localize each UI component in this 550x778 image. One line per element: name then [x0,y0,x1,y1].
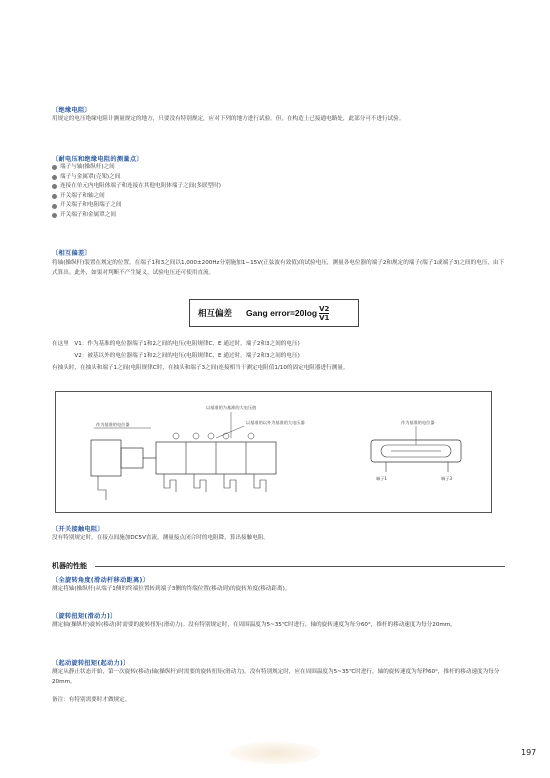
page-number: 197 [521,748,537,757]
list-item: 连接在单元内电阻体端子和连接在其他电阻体端子之间(多联型时) [52,182,221,192]
diagram-svg [56,392,491,512]
gang-measurement-diagram [55,391,492,513]
list-item: 端子与金属罩(壳架)之间 [52,173,221,183]
diagram-label-other: 以基准的以外为基准的大电压器 [246,420,305,425]
bullet-icon [52,165,57,170]
formula-label: 相互偏差 [198,309,233,319]
bullet-icon [52,194,57,199]
measure-points-heading: 〔耐电压和绝缘电阻的测量点〕 [52,156,143,163]
rotation-angle-heading: 〔全旋转角度(滑动杆移动距离)〕 [52,577,150,584]
formula-numerator: V2 [319,304,330,313]
list-item: 开关端子和金属罩之间 [52,211,221,221]
bullet-icon [52,204,57,209]
diagram-label-terminal-1: 端子1 [376,476,388,481]
bullet-icon [52,213,57,218]
diagram-label-sample: 作为基准的电位器 [96,422,130,427]
bullet-icon [52,175,57,180]
section-divider [95,566,505,567]
diagram-label-terminal-3: 端子3 [441,476,453,481]
gang-note-3: 有抽头时，在抽头和端子1之间(电阻规律C时，在抽头和端子3之间)连接相当于测定电阻值1/10的固定电阻器进行测量。 [52,365,349,371]
starting-torque-heading: 〔起动旋转扭矩(起动力)〕 [52,660,130,667]
insulation-body: 用规定的电压绝缘电阻计测量规定的地方，只要没有特别规定，应对下列的地方进行试验。但，在构造上已接通电路处，此部分可不进行试验。 [52,116,405,122]
insulation-heading: 〔绝缘电阻〕 [52,107,91,114]
gang-body: 将轴(操纵杆)装置在规定的位置，在端子1和3之间以1,000±200Hz分别施加1−15V(正弦波有效值)的试验电压，测量各电位器的端子2和规定的端子(端子1或端子3)之间的电压，由下式算出。此外，如果对判断不产生疑义，试验电压还可使用直流。 [52,260,505,276]
starting-torque-body: 测定从静止状态开始，第一次旋转(移动)轴(操纵杆)时需要的旋转扭矩(滑动力)。没有特别规定时，应在周围温度为5~35℃时进行，轴的旋转速度为每秒60°，推杆的移动速度为每分20mm。 [52,669,500,685]
list-item: 开关端子和电阻端子之间 [52,201,221,211]
scan-smudge [230,742,320,764]
measure-points-list [52,163,221,221]
formula-fraction [319,305,329,322]
rotation-angle-body: 测定将轴(操纵杆)从端子1侧的终端位置转到端子3侧的终端位置(移动到)的旋转角度(移动距离)。 [52,586,291,592]
gang-heading: 〔相互偏差〕 [52,250,91,257]
gang-note-2: V2：被基以外的电位器端子1和2之间的电压(电阻规律C、E 通过时，端子2和3之间的电压) [52,353,300,359]
switch-heading: 〔开关接触电阻〕 [52,526,104,533]
gang-note-1: 在这里 V1：作为基准的电位器端子1和2之间的电压(电阻规律C、E 通过时，端子2和3之间的电压) [52,341,300,347]
bullet-icon [52,184,57,189]
gang-error-formula [189,299,359,327]
diagram-label-right: 作为基准的电位器 [401,420,435,425]
torque-body: 测定轴(操纵杆)旋转(移动)时需要的旋转扭矩(滑动力)。没有特别规定时，在周围温度为5~35℃时进行，轴的旋转速度为每分60°，推杆的移动速度为每分20mm。 [52,622,456,628]
formula-denominator: V1 [319,313,330,322]
switch-body: 没有特别规定时，在接点间施加DC5V直流，测量接点闭合时的电阻降，算出接触电阻。 [52,535,269,541]
mechanical-title: 机器的性能 [52,562,87,570]
diagram-label-ref: 以基准的为基准的大电压值 [206,405,257,410]
formula-text: Gang error=20log [246,308,318,318]
list-item: 端子与轴(操纵杆)之间 [52,163,221,173]
starting-torque-note: 备注：有特别需要时才做规定。 [52,697,131,703]
torque-heading: 〔旋转扭矩(滑动力)〕 [52,613,117,620]
list-item: 开关端子和轴之间 [52,192,221,202]
